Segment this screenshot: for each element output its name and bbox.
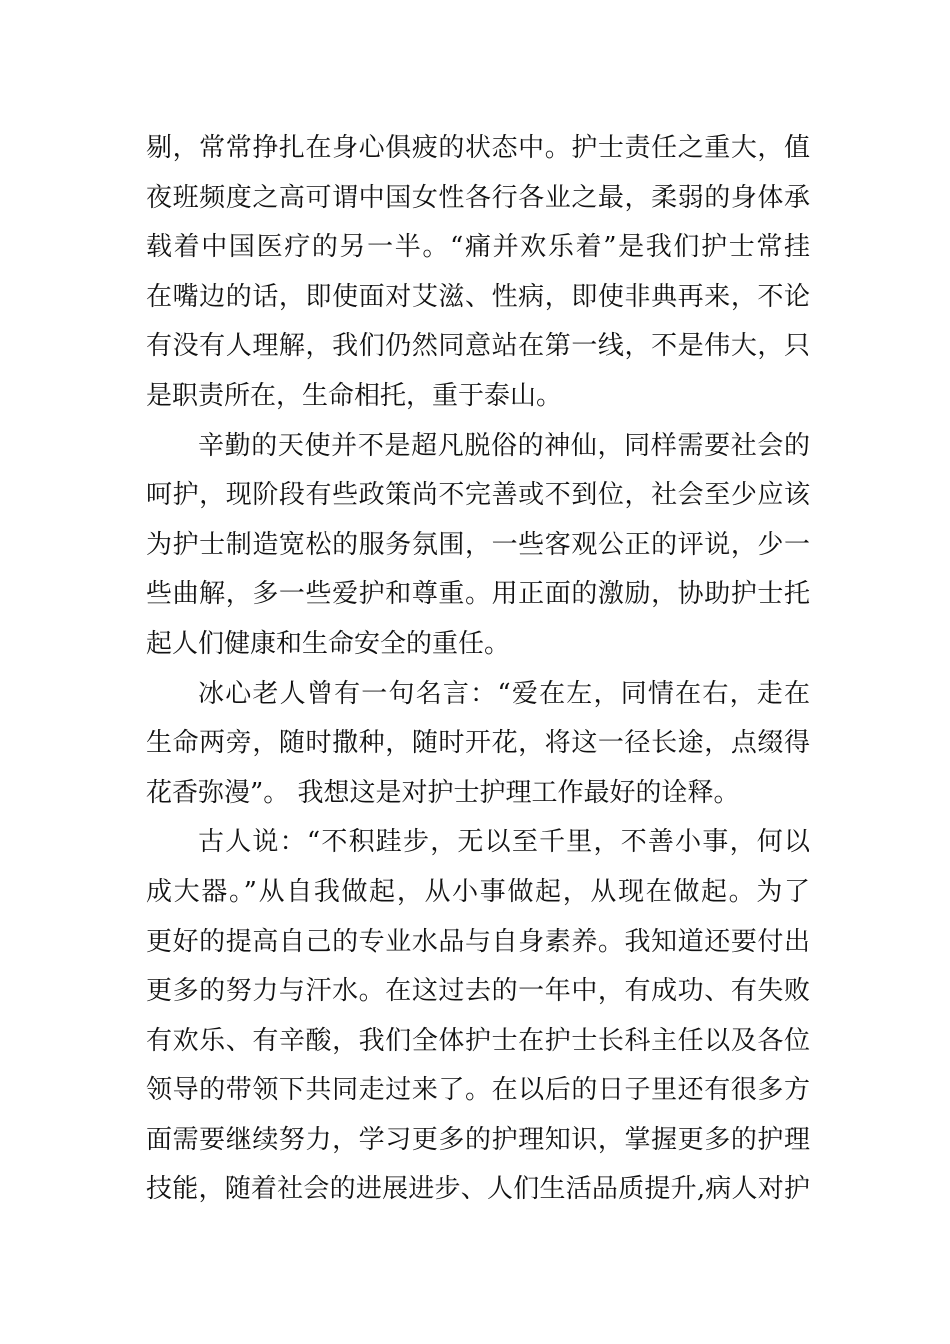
text-line: 在嘴边的话，即使面对艾滋、性病，即使非典再来，不论 <box>146 281 810 312</box>
text-line: 些曲解，多一些爱护和尊重。用正面的激励，协助护士托 <box>146 579 810 610</box>
text-line: 起人们健康和生命安全的重任。 <box>146 628 511 659</box>
text-line: 古人说：“不积跬步，无以至千里，不善小事，何以 <box>198 827 810 858</box>
text-line: 辛勤的天使并不是超凡脱俗的神仙，同样需要社会的 <box>198 430 810 461</box>
text-line: 冰心老人曾有一句名言：“爱在左，同情在右，走在 <box>198 678 810 709</box>
paragraph <box>146 670 810 819</box>
paragraph <box>146 422 810 670</box>
body-text <box>146 124 810 1215</box>
text-line: 夜班频度之高可谓中国女性各行各业之最，柔弱的身体承 <box>146 182 810 213</box>
text-line: 领导的带领下共同走过来了。在以后的日子里还有很多方 <box>146 1075 810 1106</box>
text-line: 花香弥漫”。 我想这是对护士护理工作最好的诠释。 <box>146 777 740 808</box>
paragraph <box>146 818 810 1215</box>
text-line: 剔，常常挣扎在身心俱疲的状态中。护士责任之重大，值 <box>146 133 810 163</box>
text-line: 呵护，现阶段有些政策尚不完善或不到位，社会至少应该 <box>146 480 810 511</box>
text-line: 面需要继续努力，学习更多的护理知识，掌握更多的护理 <box>146 1124 810 1155</box>
text-line: 有没有人理解，我们仍然同意站在第一线，不是伟大，只 <box>146 331 810 362</box>
text-line: 是职责所在，生命相托，重于泰山。 <box>146 380 563 411</box>
text-line: 更多的努力与汗水。在这过去的一年中，有成功、有失败 <box>146 976 810 1007</box>
text-line: 成大器。”从自我做起，从小事做起，从现在做起。为了 <box>146 876 810 907</box>
text-line: 更好的提高自己的专业水品与自身素养。我知道还要付出 <box>146 926 810 957</box>
text-line: 载着中国医疗的另一半。“痛并欢乐着”是我们护士常挂 <box>146 232 810 263</box>
text-line: 技能，随着社会的进展进步、人们生活品质提升,病人对护 <box>146 1174 810 1205</box>
text-line: 有欢乐、有辛酸，我们全体护士在护士长科主任以及各位 <box>146 1025 810 1056</box>
paragraph <box>146 124 810 422</box>
text-line: 为护士制造宽松的服务氛围，一些客观公正的评说，少一 <box>146 529 810 560</box>
text-line: 生命两旁，随时撒种，随时开花，将这一径长途，点缀得 <box>146 728 810 759</box>
